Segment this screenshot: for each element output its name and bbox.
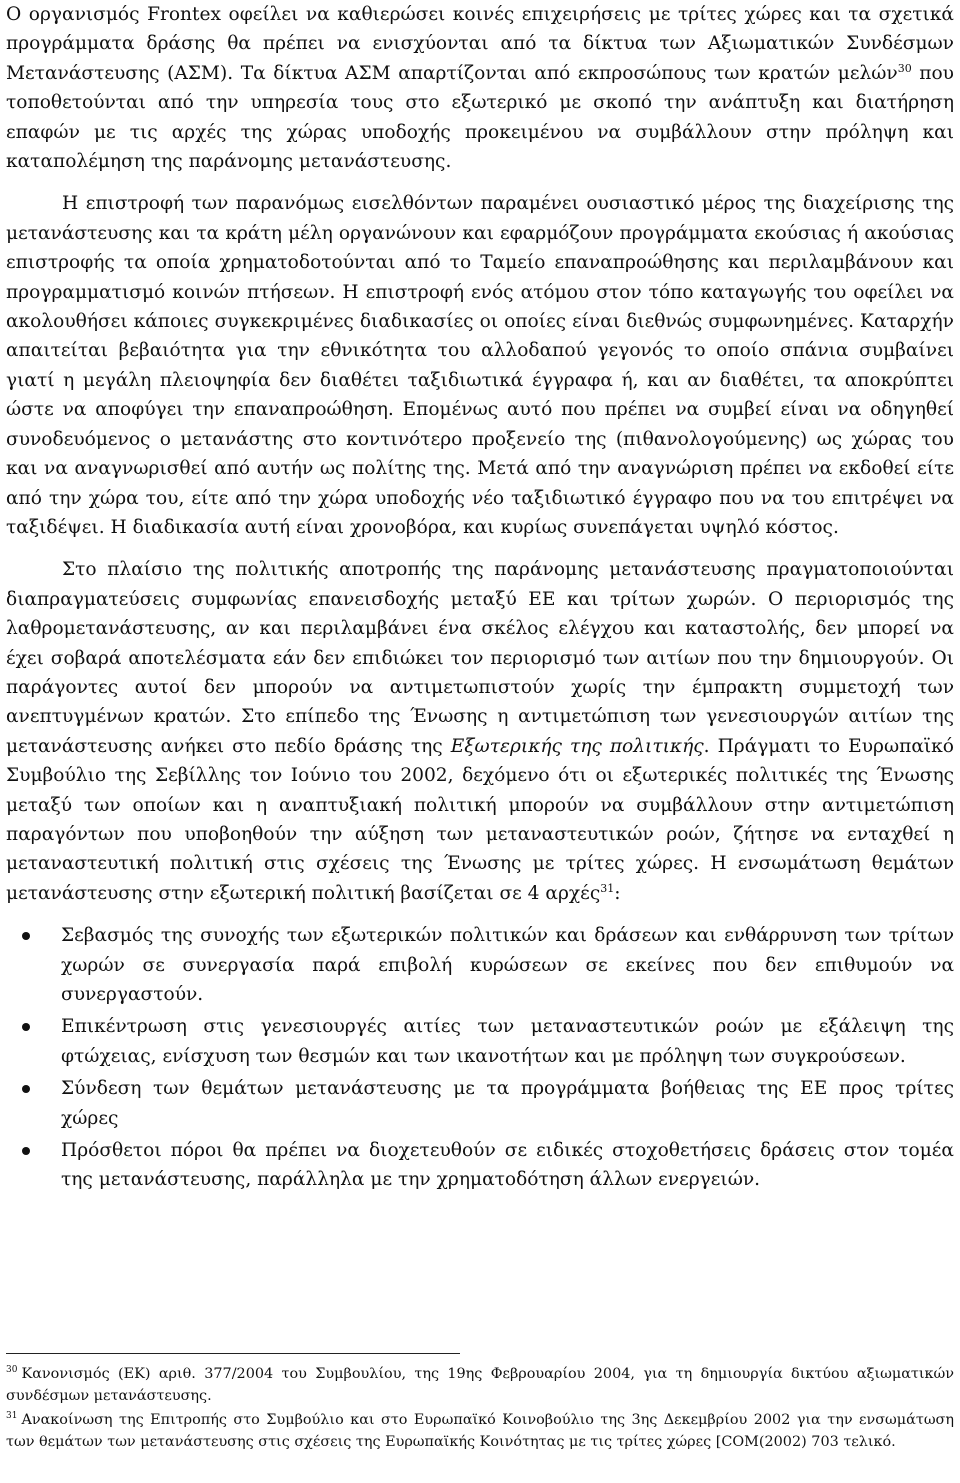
document-page (6, 0, 954, 1195)
paragraph-frontex-text-continued: που τοποθετούνται από την υπηρεσία τους στο εξωτερικό με σκοπό την ανάπτυξη και διατήρηση επαφών με τις αρχές της χώρας υποδοχής προκειμένου να συμβάλλουν στην πρόληψη και καταπολέμηση της παράνομης μετανάστευσης. (6, 62, 954, 173)
bullet-icon (22, 932, 30, 940)
list-item-text: Επικέντρωση στις γενεσιουργές αιτίες των μεταναστευτικών ροών με εξάλειψη της φτώχειας, ενίσχυση των θεσμών και των ικανοτήτων και με πρόληψη των συγκρούσεων. (61, 1016, 954, 1067)
paragraph-external-policy-colon: : (614, 882, 621, 904)
bullet-icon (22, 1023, 30, 1031)
paragraph-frontex (6, 0, 954, 176)
paragraph-external-policy (6, 555, 954, 908)
footnote-number: 30 (6, 1365, 18, 1376)
bullet-icon (22, 1085, 30, 1093)
list-item (6, 1012, 954, 1071)
footnote-reference-30[interactable]: 30 (897, 61, 912, 75)
footnote-separator (6, 1353, 460, 1354)
list-item-text: Σεβασμός της συνοχής των εξωτερικών πολιτικών και δράσεων και ενθάρρυνση των τρίτων χωρών σε συνεργασία παρά επιβολή κυρώσεων σε εκείνες που δεν επιθυμούν να συνεργαστούν. (61, 925, 954, 1005)
paragraph-frontex-text: Ο οργανισμός Frontex οφείλει να καθιερώσει κοινές επιχειρήσεις με τρίτες χώρες και τα σχετικά προγράμματα δράσης θα πρέπει να ενισχύονται από τα δίκτυα των Αξιωματικών Συνδέσμων Μετανάστευσης (ΑΣΜ). Τα δίκτυα ΑΣΜ απαρτίζονται από εκπροσώπους των κρατών μελών (6, 4, 954, 84)
footnote-number: 31 (6, 1411, 18, 1422)
paragraph-return-policy: Η επιστροφή των παρανόμως εισελθόντων παραμένει ουσιαστικό μέρος της διαχείρισης της μετανάστευσης και τα κράτη μέλη οργανώνουν και εφαρμόζουν προγράμματα εκούσιας ή ακούσιας επιστροφής τα οποία χρηματοδοτούνται από το Ταμείο επαναπροώθησης και περιλαμβάνουν και προγραμματισμό κοινών πτήσεων. Η επιστροφή ενός ατόμου στον τόπο καταγωγής του οφείλει να ακολουθήσει κάποιες συγκεκριμένες διαδικασίες οι οποίες είναι διεθνώς συμφωνημένες. Καταρχήν απαιτείται βεβαιότητα για την εθνικότητα του αλλοδαπού γεγονός το οποίο σπάνια συμβαίνει γιατί η μεγάλη πλειοψηφία δεν διαθέτει ταξιδιωτικά έγγραφα ή, και αν διαθέτει, τα αποκρύπτει ώστε να αποφύγει την επαναπροώθηση. Επομένως αυτό που πρέπει να συμβεί είναι να οδηγηθεί συνοδευόμενος ο μετανάστης στο κοντινότερο προξενείο της (πιθανολογούμενης) ως χώρας του και να αναγνωρισθεί από αυτήν ως πολίτης της. Μετά από την αναγνώριση πρέπει να εκδοθεί είτε από την χώρα του, είτε από την χώρα υποδοχής νέο ταξιδιωτικό έγγραφο που να του επιτρέψει να ταξιδέψει. Η διαδικασία αυτή είναι χρονοβόρα, και κυρίως συνεπάγεται υψηλό κόστος. (6, 193, 954, 538)
footnote-text: Κανονισμός (ΕΚ) αριθ. 377/2004 του Συμβουλίου, της 19ης Φεβρουαρίου 2004, για τη δημιουργία δικτύου αξιωματικών συνδέσμων μετανάστευσης. (6, 1366, 954, 1404)
italic-phrase: Εξωτερικής της πολιτικής (450, 735, 704, 757)
footnote-31 (6, 1410, 954, 1453)
list-item (6, 1074, 954, 1133)
list-item (6, 921, 954, 1009)
paragraph-external-policy-text-continued: . Πράγματι το Ευρωπαϊκό Συμβούλιο της Σεβίλλης τον Ιούνιο του 2002, δεχόμενο ότι οι εξωτερικές πολιτικές της Ένωσης μεταξύ των οποίων και η αναπτυξιακή πολιτική μπορούν να συμβάλλουν στην αντιμετώπιση παραγόντων που υποβοηθούν την αύξηση των μεταναστευτικών ροών, ζήτησε να ενταχθεί η μεταναστευτική πολιτική στις σχέσεις της Ένωσης με τρίτες χώρες. Η ενσωμάτωση θεμάτων μετανάστευσης στην εξωτερική πολιτική βασίζεται σε 4 αρχές (6, 735, 954, 904)
principles-list (6, 921, 954, 1195)
footnotes (6, 1364, 954, 1453)
footnote-reference-31[interactable]: 31 (600, 881, 615, 895)
list-item-text: Σύνδεση των θεμάτων μετανάστευσης με τα προγράμματα βοήθειας της ΕΕ προς τρίτες χώρες (61, 1078, 954, 1129)
footnote-30 (6, 1364, 954, 1407)
footnote-text: Ανακοίνωση της Επιτροπής στο Συμβούλιο και στο Ευρωπαϊκό Κοινοβούλιο της 3ης Δεκεμβρίου 2002 για την ενσωμάτωση των θεμάτων των μετανάστευσης στις σχέσεις της Ευρωπαϊκής Κοινότητας με τις τρίτες χώρες [COM(2002) 703 τελικό. (6, 1412, 954, 1450)
paragraph-external-policy-text: Στο πλαίσιο της πολιτικής αποτροπής της παράνομης μετανάστευσης πραγματοποιούνται διαπραγματεύσεις συμφωνίας επανεισδοχής μεταξύ ΕΕ και τρίτων χωρών. Ο περιορισμός της λαθρομετανάστευσης, αν και περιλαμβάνει ένα σκέλος ελέγχου και καταστολής, δεν μπορεί να έχει σοβαρά αποτελέσματα εάν δεν επιδιώκει τον περιορισμό των αιτίων που την δημιουργούν. Οι παράγοντες αυτοί δεν μπορούν να αντιμετωπιστούν χωρίς την έμπρακτη συμμετοχή των ανεπτυγμένων κρατών. Στο επίπεδο της Ένωσης η αντιμετώπιση των γενεσιουργών αιτίων της μετανάστευσης ανήκει στο πεδίο δράσης της (6, 559, 954, 757)
list-item (6, 1136, 954, 1195)
bullet-icon (22, 1147, 30, 1155)
list-item-text: Πρόσθετοι πόροι θα πρέπει να διοχετευθούν σε ειδικές στοχοθετήσεις δράσεις στον τομέα της μετανάστευσης, παράλληλα με την χρηματοδότηση άλλων ενεργειών. (61, 1140, 954, 1191)
